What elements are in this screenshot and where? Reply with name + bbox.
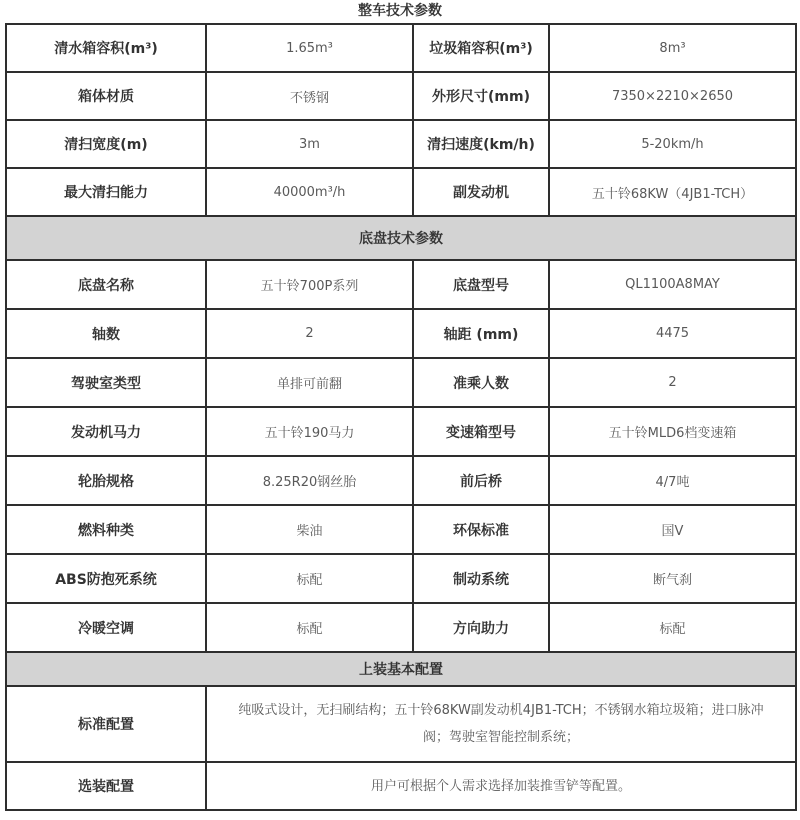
table-row — [6, 686, 796, 762]
spec-label: 标准配置 — [6, 686, 206, 762]
spec-value: 标配 — [206, 603, 413, 652]
section-header-row — [6, 216, 796, 260]
spec-label: 轴距 (mm) — [413, 309, 549, 358]
spec-value: 五十铃700P系列 — [206, 260, 413, 309]
table-row — [6, 358, 796, 407]
spec-value: QL1100A8MAY — [549, 260, 796, 309]
spec-value: 柴油 — [206, 505, 413, 554]
spec-label: 轮胎规格 — [6, 456, 206, 505]
spec-value: 8m³ — [549, 24, 796, 72]
spec-label: 发动机马力 — [6, 407, 206, 456]
spec-value: 1.65m³ — [206, 24, 413, 72]
spec-value: 40000m³/h — [206, 168, 413, 216]
spec-label: 变速箱型号 — [413, 407, 549, 456]
table-row — [6, 554, 796, 603]
spec-value: 用户可根据个人需求选择加装推雪铲等配置。 — [206, 762, 796, 810]
spec-value: 标配 — [549, 603, 796, 652]
section-header-row — [6, 652, 796, 686]
section-header-chassis: 底盘技术参数 — [6, 216, 796, 260]
table-row — [6, 456, 796, 505]
spec-value: 五十铃68KW（4JB1-TCH） — [549, 168, 796, 216]
spec-label: 制动系统 — [413, 554, 549, 603]
spec-table — [5, 23, 797, 811]
spec-label: 箱体材质 — [6, 72, 206, 120]
spec-label: 冷暖空调 — [6, 603, 206, 652]
spec-value: 8.25R20钢丝胎 — [206, 456, 413, 505]
table-row — [6, 168, 796, 216]
spec-label: 清水箱容积(m³) — [6, 24, 206, 72]
spec-label: 方向助力 — [413, 603, 549, 652]
spec-label: 底盘名称 — [6, 260, 206, 309]
spec-label: 前后桥 — [413, 456, 549, 505]
spec-value: 断气刹 — [549, 554, 796, 603]
spec-value: 五十铃190马力 — [206, 407, 413, 456]
page-title: 整车技术参数 — [358, 3, 442, 19]
spec-label: 环保标准 — [413, 505, 549, 554]
spec-value: 7350×2210×2650 — [549, 72, 796, 120]
section-header-upper-body: 上装基本配置 — [6, 652, 796, 686]
spec-label: 驾驶室类型 — [6, 358, 206, 407]
spec-value: 不锈钢 — [206, 72, 413, 120]
spec-label: ABS防抱死系统 — [6, 554, 206, 603]
table-row — [6, 260, 796, 309]
table-row — [6, 603, 796, 652]
spec-label: 外形尺寸(mm) — [413, 72, 549, 120]
spec-label: 最大清扫能力 — [6, 168, 206, 216]
spec-value: 5-20km/h — [549, 120, 796, 168]
spec-value: 五十铃MLD6档变速箱 — [549, 407, 796, 456]
spec-value: 标配 — [206, 554, 413, 603]
spec-label: 轴数 — [6, 309, 206, 358]
spec-label: 清扫宽度(m) — [6, 120, 206, 168]
spec-label: 燃料种类 — [6, 505, 206, 554]
spec-value: 4475 — [549, 309, 796, 358]
spec-label: 选装配置 — [6, 762, 206, 810]
table-row — [6, 72, 796, 120]
table-row — [6, 505, 796, 554]
spec-label: 准乘人数 — [413, 358, 549, 407]
spec-label: 垃圾箱容积(m³) — [413, 24, 549, 72]
spec-value: 纯吸式设计，无扫刷结构；五十铃68KW副发动机4JB1-TCH；不锈钢水箱垃圾箱；进口脉冲阀；驾驶室智能控制系统； — [206, 686, 796, 762]
spec-value: 2 — [549, 358, 796, 407]
spec-value: 单排可前翻 — [206, 358, 413, 407]
spec-value: 4/7吨 — [549, 456, 796, 505]
spec-label: 副发动机 — [413, 168, 549, 216]
table-row — [6, 762, 796, 810]
spec-value: 2 — [206, 309, 413, 358]
table-row — [6, 407, 796, 456]
spec-label: 底盘型号 — [413, 260, 549, 309]
table-row — [6, 24, 796, 72]
table-row — [6, 309, 796, 358]
spec-value: 3m — [206, 120, 413, 168]
spec-value: 国V — [549, 505, 796, 554]
spec-label: 清扫速度(km/h) — [413, 120, 549, 168]
table-row — [6, 120, 796, 168]
